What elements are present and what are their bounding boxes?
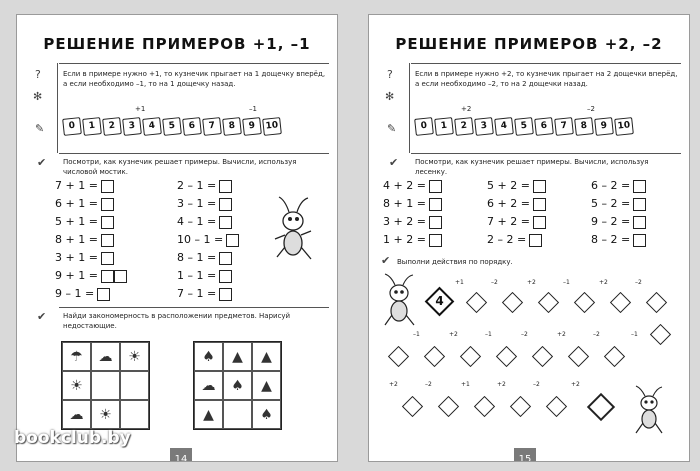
chain-cell[interactable]	[610, 292, 631, 313]
chain-op: –1	[485, 331, 492, 338]
chain-cell[interactable]	[650, 324, 671, 345]
chain-op: –2	[521, 331, 528, 338]
grasshopper-icon: ✻	[385, 90, 395, 103]
task-text: Посмотри, как кузнечик решает примеры. Вычисли, используя лесенку.	[415, 158, 649, 176]
answer-box[interactable]	[101, 252, 114, 265]
answer-box[interactable]	[101, 234, 114, 247]
divider	[59, 307, 329, 308]
answer-box[interactable]	[429, 180, 442, 193]
chain-op: +1	[455, 279, 464, 286]
cloud-icon[interactable]: ☁	[91, 342, 120, 371]
answer-box[interactable]	[633, 198, 646, 211]
equation: 1 – 1 =	[177, 269, 232, 283]
equation: 4 + 2 =	[383, 179, 442, 193]
chain-op: +1	[461, 381, 470, 388]
divider	[411, 153, 681, 154]
number-line: 0 1 2 3 4 5 6 7 8 9 10	[63, 118, 283, 140]
pattern-grid-trees	[193, 341, 282, 430]
grasshopper-illustration	[379, 273, 419, 327]
fir-tree-icon[interactable]: ▲	[223, 342, 252, 371]
answer-box[interactable]	[101, 198, 114, 211]
equation: 5 + 2 =	[487, 179, 546, 193]
rain-cloud-icon[interactable]: ☂	[62, 342, 91, 371]
margin-line	[57, 63, 58, 153]
equation: 3 + 2 =	[383, 215, 442, 229]
hop-plus-label: +2	[461, 105, 472, 113]
answer-box[interactable]	[219, 252, 232, 265]
hop-minus-label: –2	[587, 105, 595, 113]
chain-cell[interactable]	[538, 292, 559, 313]
equation: 9 – 1 =	[55, 287, 110, 301]
cloud-icon[interactable]: ☁	[62, 400, 91, 429]
grasshopper-icon: ✻	[33, 90, 43, 103]
chain-cell[interactable]	[402, 396, 423, 417]
chain-cell[interactable]	[388, 346, 409, 367]
equation: 5 – 2 =	[591, 197, 646, 211]
task-text: Найди закономерность в расположении предметов. Нарисуй недостающие.	[63, 312, 291, 330]
answer-box[interactable]	[633, 180, 646, 193]
equation: 9 + 1 =	[55, 269, 127, 283]
chain-cell[interactable]	[424, 346, 445, 367]
intro-text: Если в примере нужно +1, то кузнечик прыгает на 1 дощечку вперёд, а если необходимо –1, то на 1 дощечку назад.	[63, 70, 326, 88]
number-line: 0 1 2 3 4 5 6 7 8 9 10	[415, 118, 635, 140]
answer-box[interactable]	[533, 216, 546, 229]
chain-cell[interactable]	[438, 396, 459, 417]
grasshopper-illustration	[271, 195, 317, 263]
checkmark-icon: ✔	[37, 310, 47, 323]
task-text: Выполни действия по порядку.	[397, 258, 513, 266]
chain-op: –1	[631, 331, 638, 338]
hop-minus-label: –1	[249, 105, 257, 113]
equation: 9 – 2 =	[591, 215, 646, 229]
answer-box[interactable]	[429, 216, 442, 229]
answer-box[interactable]	[219, 216, 232, 229]
chain-op: +2	[599, 279, 608, 286]
watermark: bookclub.by	[14, 428, 131, 448]
chain-cell[interactable]	[646, 292, 667, 313]
chain-op: –1	[413, 331, 420, 338]
deciduous-tree-icon[interactable]: ♠	[194, 342, 223, 371]
chain-cell[interactable]	[502, 292, 523, 313]
equation: 5 + 1 =	[55, 215, 114, 229]
chain-cell[interactable]	[460, 346, 481, 367]
divider	[59, 153, 329, 154]
chain-op: –2	[593, 331, 600, 338]
chain-op: –2	[635, 279, 642, 286]
equation: 3 – 1 =	[177, 197, 232, 211]
equation: 3 + 1 =	[55, 251, 114, 265]
chain-op: +2	[389, 381, 398, 388]
answer-box[interactable]	[101, 216, 114, 229]
page-title: РЕШЕНИЕ ПРИМЕРОВ +1, –1	[43, 35, 311, 53]
empty-cell[interactable]	[91, 371, 120, 400]
answer-box[interactable]	[219, 288, 232, 301]
answer-box[interactable]	[219, 180, 232, 193]
deciduous-tree-icon[interactable]: ♠	[252, 400, 281, 429]
checkmark-icon: ✔	[381, 254, 391, 267]
sun-icon[interactable]: ☀	[62, 371, 91, 400]
answer-box[interactable]	[219, 270, 232, 283]
chain-op: +2	[527, 279, 536, 286]
chain-op: +2	[557, 331, 566, 338]
answer-box[interactable]	[633, 234, 646, 247]
chain-op: –1	[563, 279, 570, 286]
sun-icon[interactable]: ☀	[120, 342, 149, 371]
answer-box[interactable]	[533, 180, 546, 193]
equation: 7 + 2 =	[487, 215, 546, 229]
answer-box[interactable]	[429, 234, 442, 247]
bush-icon[interactable]: ☁	[194, 371, 223, 400]
equation: 7 + 1 =	[55, 179, 114, 193]
equation: 2 – 2 =	[487, 233, 542, 247]
chain-op: –2	[491, 279, 498, 286]
chain-cell[interactable]	[604, 346, 625, 367]
equation: 6 – 2 =	[591, 179, 646, 193]
equation: 4 – 1 =	[177, 215, 232, 229]
chain-start-value: 4	[435, 294, 444, 308]
question-icon: ?	[35, 68, 41, 81]
chain-cell[interactable]	[532, 346, 553, 367]
equation: 6 + 2 =	[487, 197, 546, 211]
answer-box[interactable]	[226, 234, 239, 247]
answer-box[interactable]	[429, 198, 442, 211]
intro-text: Если в примере нужно +2, то кузнечик прыгает на 2 дощечки вперёд, а если необходимо –2, то на 2 дощечки назад.	[415, 70, 678, 88]
fir-tree-icon[interactable]: ▲	[252, 342, 281, 371]
left-page	[16, 14, 338, 462]
answer-box[interactable]	[529, 234, 542, 247]
chain-op: +2	[571, 381, 580, 388]
equation: 6 + 1 =	[55, 197, 114, 211]
divider	[59, 63, 329, 64]
empty-cell[interactable]	[120, 400, 149, 429]
equation: 8 – 1 =	[177, 251, 232, 265]
page-title: РЕШЕНИЕ ПРИМЕРОВ +2, –2	[395, 35, 663, 53]
deciduous-tree-icon[interactable]: ♠	[223, 371, 252, 400]
sun-icon[interactable]: ☀	[91, 400, 120, 429]
page-number: 14	[170, 448, 192, 462]
chain-op: +2	[497, 381, 506, 388]
empty-cell[interactable]	[120, 371, 149, 400]
empty-cell[interactable]	[223, 400, 252, 429]
answer-box[interactable]	[101, 180, 114, 193]
chain-cell[interactable]	[474, 396, 495, 417]
answer-box[interactable]	[219, 198, 232, 211]
chain-cell[interactable]	[546, 396, 567, 417]
answer-box[interactable]	[114, 270, 127, 283]
divider	[411, 63, 681, 64]
chain-op: +2	[449, 331, 458, 338]
answer-box[interactable]	[533, 198, 546, 211]
chain-cell[interactable]	[574, 292, 595, 313]
chain-cell[interactable]	[510, 396, 531, 417]
chain-op: –2	[533, 381, 540, 388]
checkmark-icon: ✔	[389, 156, 399, 169]
chain-end-cell[interactable]	[587, 393, 615, 421]
grasshopper-illustration	[631, 385, 667, 435]
equation: 8 + 1 =	[383, 197, 442, 211]
pencil-icon: ✎	[387, 122, 397, 135]
equation: 10 – 1 =	[177, 233, 239, 247]
chain-cell[interactable]	[568, 346, 589, 367]
equation: 7 – 1 =	[177, 287, 232, 301]
equation: 8 + 1 =	[55, 233, 114, 247]
chain-cell[interactable]	[496, 346, 517, 367]
answer-box[interactable]	[101, 270, 114, 283]
question-icon: ?	[387, 68, 393, 81]
fir-tree-icon[interactable]: ▲	[252, 371, 281, 400]
chain-cell[interactable]	[466, 292, 487, 313]
task-text: Посмотри, как кузнечик решает примеры. Вычисли, используя числовой мостик.	[63, 158, 297, 176]
hop-plus-label: +1	[135, 105, 146, 113]
equation: 1 + 2 =	[383, 233, 442, 247]
equation: 2 – 1 =	[177, 179, 232, 193]
pencil-icon: ✎	[35, 122, 45, 135]
checkmark-icon: ✔	[37, 156, 47, 169]
margin-line	[409, 63, 410, 153]
chain-op: –2	[425, 381, 432, 388]
fir-tree-icon[interactable]: ▲	[194, 400, 223, 429]
right-page	[368, 14, 690, 462]
answer-box[interactable]	[97, 288, 110, 301]
page-number: 15	[514, 448, 536, 462]
equation: 8 – 2 =	[591, 233, 646, 247]
pattern-grid-weather	[61, 341, 150, 430]
answer-box[interactable]	[633, 216, 646, 229]
